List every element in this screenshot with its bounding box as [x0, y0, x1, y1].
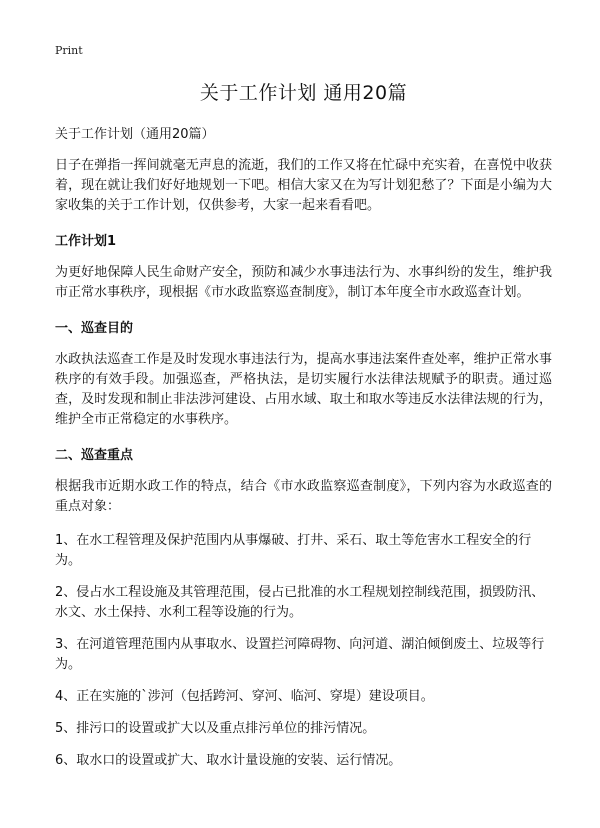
page-title: 关于工作计划 通用20篇: [199, 82, 408, 104]
section2-intro-paragraph: 根据我市近期水政工作的特点，结合《市水政监察巡查制度》，下列内容为水政巡查的重点对象：: [55, 479, 552, 514]
list-item: 5、排污口的设置或扩大以及重点排污单位的排污情况。: [55, 721, 376, 736]
plan1-heading: 工作计划1: [55, 234, 117, 249]
list-item: 1、在水工程管理及保护范围内从事爆破、打井、采石、取土等危害水工程安全的行为。: [55, 533, 532, 568]
print-link[interactable]: Print: [55, 44, 83, 57]
list-item: 6、取水口的设置或扩大、取水计量设施的安装、运行情况。: [55, 753, 402, 768]
intro-paragraph: 日子在弹指一挥间就毫无声息的流逝，我们的工作又将在忙碌中充实着，在喜悦中收获着，现在就让我们好好地规划一下吧。相信大家又在为写计划犯愁了？下面是小编为大家收集的关于工作计划，仅供参考，大家一起来看看吧。: [55, 158, 552, 213]
section2-heading: 二、巡查重点: [55, 448, 134, 463]
document-body: [55, 78, 552, 783]
list-item: 4、正在实施的`涉河（包括跨河、穿河、临河、穿堤）建设项目。: [55, 689, 434, 704]
document-subtitle: 关于工作计划（通用20篇）: [55, 127, 215, 142]
list-item: 3、在河道管理范围内从事取水、设置拦河障碍物、向河道、湖泊倾倒废土、垃圾等行为。: [55, 637, 545, 672]
section1-paragraph: 水政执法巡查工作是及时发现水事违法行为，提高水事违法案件查处率，维护正常水事秩序的有效手段。加强巡查，严格执法，是切实履行水法律法规赋予的职责。通过巡查，及时发现和制止非法涉河建设、占用水域、取土和取水等违反水法律法规的行为，维护全市正常稳定的水事秩序。: [55, 352, 552, 427]
section1-heading: 一、巡查目的: [55, 321, 134, 336]
plan1-intro-paragraph: 为更好地保障人民生命财产安全，预防和减少水事违法行为、水事纠纷的发生，维护我市正常水事秩序，现根据《市水政监察巡查制度》，制订本年度全市水政巡查计划。: [55, 265, 552, 300]
list-item: 2、侵占水工程设施及其管理范围，侵占已批准的水工程规划控制线范围，损毁防汛、水文、水土保持、水利工程等设施的行为。: [55, 585, 545, 620]
